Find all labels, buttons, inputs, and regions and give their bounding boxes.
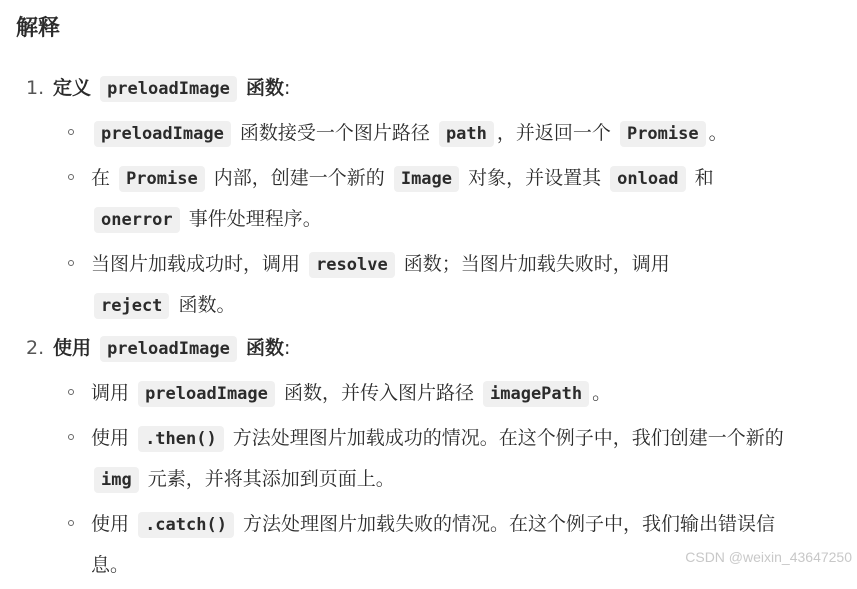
text-span: 当图片加载成功时，调用 bbox=[91, 253, 301, 275]
list-number: 1. bbox=[26, 77, 45, 99]
section-title: 解释 bbox=[16, 16, 61, 41]
inline-code: resolve bbox=[309, 252, 395, 278]
bullet-item bbox=[53, 244, 811, 326]
document-body bbox=[16, 12, 846, 589]
inline-code: imagePath bbox=[483, 381, 589, 407]
heading-text: 函数 bbox=[245, 77, 284, 99]
heading-text: 函数 bbox=[245, 337, 284, 359]
text-span: 。 bbox=[592, 382, 612, 404]
list-item bbox=[16, 330, 846, 585]
text-span: 调用 bbox=[91, 382, 130, 404]
text-span: 函数。 bbox=[178, 294, 236, 316]
heading-text: 定义 bbox=[53, 77, 92, 99]
text-span: 和 bbox=[694, 167, 714, 189]
text-span: ，并返回一个 bbox=[496, 122, 611, 144]
bullet-item bbox=[53, 158, 811, 240]
bullet-list bbox=[53, 113, 846, 326]
bullet-circle-icon bbox=[68, 520, 74, 526]
text-span: 函数接受一个图片路径 bbox=[239, 122, 430, 144]
text-span: 方法处理图片加载成功的情况。在这个例子中，我们创建一个新的 bbox=[232, 427, 784, 449]
inline-code: Image bbox=[394, 166, 459, 192]
inline-code: preloadImage bbox=[100, 336, 237, 362]
text-span: 。 bbox=[708, 122, 728, 144]
list-item bbox=[16, 70, 846, 326]
text-span: 元素，并将其添加到页面上。 bbox=[147, 468, 395, 490]
inline-code: .then() bbox=[138, 426, 224, 452]
list-number: 2. bbox=[26, 337, 45, 359]
text-span: 使用 bbox=[91, 513, 130, 535]
bullet-circle-icon bbox=[68, 174, 74, 180]
bullet-item bbox=[53, 418, 811, 500]
heading-text: 使用 bbox=[53, 337, 92, 359]
bullet-item bbox=[53, 373, 811, 414]
bullet-circle-icon bbox=[68, 260, 74, 266]
inline-code: preloadImage bbox=[94, 121, 231, 147]
inline-code: onload bbox=[610, 166, 685, 192]
inline-code: reject bbox=[94, 293, 169, 319]
inline-code: Promise bbox=[620, 121, 706, 147]
inline-code: preloadImage bbox=[138, 381, 275, 407]
bullet-item bbox=[53, 504, 811, 585]
bullet-circle-icon bbox=[68, 129, 74, 135]
text-span: 事件处理程序。 bbox=[188, 208, 322, 230]
inline-code: onerror bbox=[94, 207, 180, 233]
inline-code: preloadImage bbox=[100, 76, 237, 102]
watermark: CSDN @weixin_43647250 bbox=[685, 549, 852, 565]
text-span: 内部，创建一个新的 bbox=[213, 167, 385, 189]
text-span: 函数；当图片加载失败时，调用 bbox=[403, 253, 670, 275]
inline-code: path bbox=[439, 121, 494, 147]
inline-code: Promise bbox=[119, 166, 205, 192]
bullet-item bbox=[53, 113, 811, 154]
text-span: 函数，并传入图片路径 bbox=[283, 382, 474, 404]
item-heading bbox=[53, 70, 846, 107]
text-span: 使用 bbox=[91, 427, 130, 449]
bullet-circle-icon bbox=[68, 389, 74, 395]
text-span: 在 bbox=[91, 167, 111, 189]
inline-code: img bbox=[94, 467, 139, 493]
bullet-circle-icon bbox=[68, 434, 74, 440]
colon: : bbox=[283, 77, 291, 99]
text-span: 对象，并设置其 bbox=[468, 167, 602, 189]
numbered-list bbox=[16, 70, 846, 585]
item-heading bbox=[53, 330, 846, 367]
text-span: 方法处理图片加载失败的情况。在这个例子中，我们输出错误信息。 bbox=[91, 513, 776, 576]
colon: : bbox=[283, 337, 291, 359]
inline-code: .catch() bbox=[138, 512, 234, 538]
